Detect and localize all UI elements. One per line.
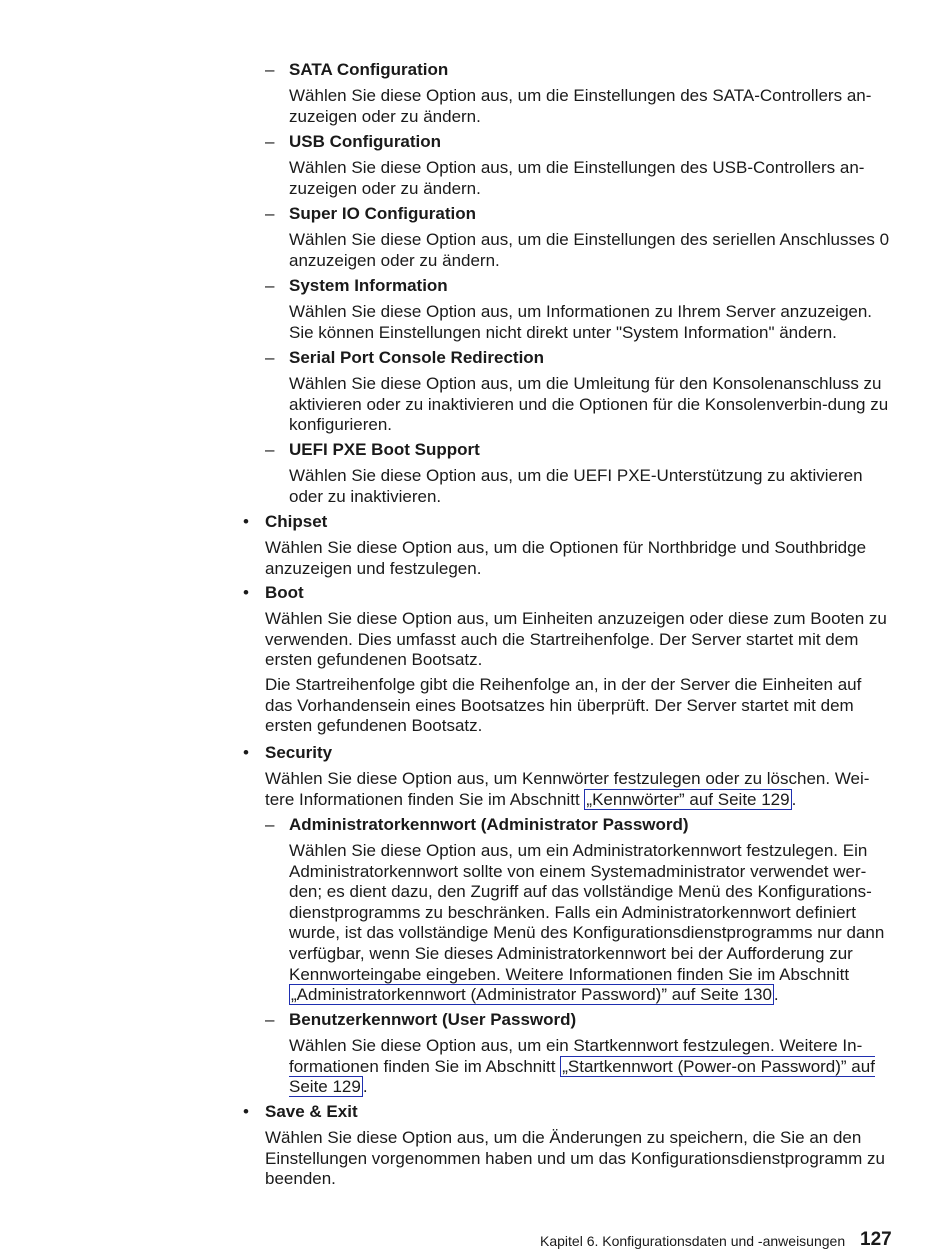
description-text: Wählen Sie diese Option aus, um ein Administratorkennwort festzulegen. Ein Administratorkennwort sollte von einem Systemadministrator verwendet wer-den; es dient dazu, den Zugriff auf das vollständige Menü des Konfigurations-dienstprogramms zu beschränken. Falls ein Administratorkennwort definiert wurde, ist das vollständige Menü des Konfigurationsdienstprogramms nur dann verfügbar, wenn Sie dieses Administratorkennwort bei der Aufforderung zur Kennworteingabe eingeben. Weitere Informationen finden Sie im Abschnitt: [289, 841, 885, 984]
dash-marker: –: [265, 276, 275, 295]
description-text: Wählen Sie diese Option aus, um Kennwörter festzulegen oder zu löschen. Wei-tere Informationen finden Sie im Abschnitt: [265, 769, 870, 809]
item-description: Wählen Sie diese Option aus, um die Änderungen zu speichern, die Sie an den Einstellungen vorgenommen haben und um das Konfigurationsdienstprogramm zu beenden.: [265, 1128, 885, 1189]
cross-reference-link[interactable]: „Administratorkennwort (Administrator Password)” auf Seite 130: [291, 985, 772, 1005]
page-number: 127: [860, 1229, 892, 1250]
period: .: [773, 985, 779, 1005]
dash-marker: –: [265, 440, 275, 459]
dash-marker: –: [265, 132, 275, 151]
period: .: [791, 789, 797, 809]
dash-marker: –: [265, 204, 275, 223]
item-heading: UEFI PXE Boot Support: [289, 440, 480, 459]
bullet-marker: •: [243, 743, 249, 762]
item-description: Wählen Sie diese Option aus, um die Einstellungen des USB-Controllers an-zuzeigen oder zu ändern.: [289, 158, 865, 198]
item-heading: Save & Exit: [265, 1102, 358, 1121]
cross-reference-link[interactable]: „Startkennwort (Power-on Password)” auf Seite 129: [289, 1056, 875, 1097]
dash-marker: –: [265, 348, 275, 367]
item-description: Wählen Sie diese Option aus, um die UEFI PXE-Unterstützung zu aktivieren oder zu inaktivieren.: [289, 466, 863, 506]
item-heading: Security: [265, 743, 333, 762]
item-heading: System Information: [289, 276, 448, 295]
item-heading: Serial Port Console Redirection: [289, 348, 545, 367]
item-description: Wählen Sie diese Option aus, um die Umleitung für den Konsolenanschluss zu aktivieren oder zu inaktivieren und die Optionen für die Konsolenverbin-dung zu konfigurieren.: [289, 374, 889, 435]
cross-reference-link[interactable]: „Kennwörter” auf Seite 129: [586, 789, 790, 809]
bullet-marker: •: [243, 512, 249, 531]
item-description: Wählen Sie diese Option aus, um die Optionen für Northbridge und Southbridge anzuzeigen und festzulegen.: [265, 538, 867, 578]
bullet-marker: •: [243, 1102, 249, 1121]
item-heading: SATA Configuration: [289, 60, 449, 79]
item-heading: Administratorkennwort (Administrator Password): [289, 815, 689, 834]
item-description: [289, 841, 899, 1006]
item-heading: Chipset: [265, 512, 328, 531]
item-heading: Benutzerkennwort (User Password): [289, 1010, 577, 1029]
item-description: [265, 769, 890, 810]
dash-marker: –: [265, 60, 275, 79]
description-text: Wählen Sie diese Option aus, um ein Startkennwort festzulegen. Weitere In-formationen finden Sie im Abschnitt: [289, 1036, 863, 1076]
dash-marker: –: [265, 1010, 275, 1029]
item-description: Wählen Sie diese Option aus, um die Einstellungen des seriellen Anschlusses 0 anzuzeigen oder zu ändern.: [289, 230, 890, 270]
item-description: [289, 1036, 899, 1098]
footer-chapter-title: Kapitel 6. Konfigurationsdaten und -anweisungen: [540, 1233, 846, 1249]
period: .: [362, 1077, 368, 1097]
item-description: Wählen Sie diese Option aus, um Informationen zu Ihrem Server anzuzeigen. Sie können Einstellungen nicht direkt unter "System Information" ändern.: [289, 302, 873, 342]
item-heading: Boot: [265, 583, 304, 602]
item-description: Wählen Sie diese Option aus, um Einheiten anzuzeigen oder diese zum Booten zu verwenden. Dies umfasst auch die Startreihenfolge. Der Server startet mit dem ersten gefundenen Bootsatz.: [265, 609, 887, 670]
item-heading: USB Configuration: [289, 132, 442, 151]
item-description: Wählen Sie diese Option aus, um die Einstellungen des SATA-Controllers an-zuzeigen oder zu ändern.: [289, 86, 872, 126]
item-heading: Super IO Configuration: [289, 204, 476, 223]
dash-marker: –: [265, 815, 275, 834]
bullet-marker: •: [243, 583, 249, 602]
item-description-2: Die Startreihenfolge gibt die Reihenfolge an, in der der Server die Einheiten auf das Vorhandensein eines Bootsatzes hin überprüft. Der Server startet mit dem ersten gefundenen Bootsatz.: [265, 675, 862, 736]
